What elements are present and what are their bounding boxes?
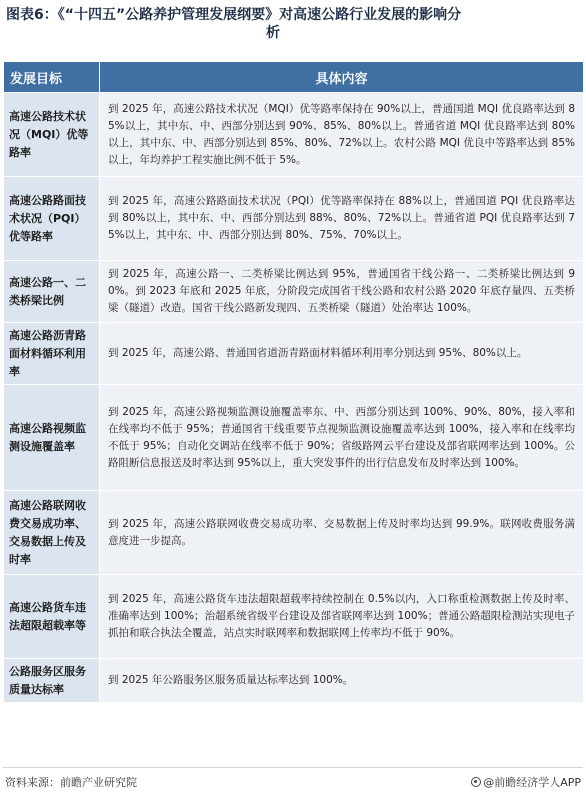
goal-cell: 高速公路联网收费交易成功率、交易数据上传及时率 — [4, 491, 100, 575]
source-note: 资料来源：前瞻产业研究院 — [5, 776, 137, 789]
goal-cell: 高速公路货车违法超限超载率等 — [4, 575, 100, 659]
content-cell: 到 2025 年公路服务区服务质量达标率达到 100%。 — [100, 659, 584, 703]
content-cell: 到 2025 年，高速公路、普通国省道沥青路面材料循环利用率分别达到 95%、80%以上。 — [100, 323, 584, 385]
header-content: 具体内容 — [100, 62, 584, 93]
table-header-row — [4, 62, 584, 93]
figure-title-line2: 析 — [266, 25, 280, 41]
header-goal: 发展目标 — [4, 62, 100, 93]
table-row — [4, 93, 584, 177]
brand-attribution — [471, 774, 581, 790]
content-cell: 到 2025 年，高速公路视频监测设施覆盖率东、中、西部分别达到 100%、90%、80%，接入率和在线率均不低于 95%；普通国省干线重要节点视频监测设施覆盖率达到 100%，接入率和在线率均不低于 95%；自动化交调站在线率不低于 90%；省级路网云平台建设及部省联网率达到 100%。公路阻断信息报送及时率达到 95%以上，重大突发事件的出行信息发布及时率达到 100%。 — [100, 385, 584, 491]
content-cell: 到 2025 年，高速公路路面技术状况（PQI）优等路率保持在 88%以上，普通国道 PQI 优良路率达到 80%以上，其中东、中、西部分别达到 88%、80%、72%以上。普通省道 PQI 优良路率达到 75%以上，其中东、中、西部分别达到 80%、75%、70%以上。 — [100, 177, 584, 261]
table-row — [4, 575, 584, 659]
footer — [3, 767, 583, 796]
figure-title — [6, 6, 580, 42]
figure-title-line1: 图表6：《“十四五”公路养护管理发展纲要》对高速公路行业发展的影响分 — [6, 7, 462, 23]
table-row — [4, 323, 584, 385]
goal-cell: 高速公路路面技术状况（PQI）优等路率 — [4, 177, 100, 261]
goals-table — [3, 61, 584, 703]
content-cell: 到 2025 年，高速公路一、二类桥梁比例达到 95%，普通国省干线公路一、二类桥梁比例达到 90%。到 2023 年底和 2025 年底，分阶段完成国省干线公路和农村公路 2020 年底存量四、五类桥梁（隧道）改造。国省干线公路新发现四、五类桥梁（隧道）处治率达 100%。 — [100, 261, 584, 323]
content-cell: 到 2025 年，高速公路技术状况（MQI）优等路率保持在 90%以上，普通国道 MQI 优良路率达到 85%以上，其中东、中、西部分别达到 90%、85%、80%以上。普通省道 MQI 优良路率达到 80%以上，其中东、中、西部分别达到 85%、80%、72%以上。农村公路 MQI 优良中等路率达到 85%以上，年均养护工程实施比例不低于 5%。 — [100, 93, 584, 177]
table-row — [4, 261, 584, 323]
circle-logo-icon — [471, 777, 481, 787]
content-cell: 到 2025 年，高速公路联网收费交易成功率、交易数据上传及时率均达到 99.9%。联网收费服务满意度进一步提高。 — [100, 491, 584, 575]
content-cell: 到 2025 年，高速公路货车违法超限超载率持续控制在 0.5%以内，入口称重检测数据上传及时率、准确率达到 100%；治超系统省级平台建设及部省联网率达到 100%；普通公路超限检测站实现电子抓拍和联合执法全覆盖，站点实时联网率和数据联网上传率均不低于 90%。 — [100, 575, 584, 659]
table-row — [4, 659, 584, 703]
goal-cell: 高速公路沥青路面材料循环利用率 — [4, 323, 100, 385]
table-row — [4, 491, 584, 575]
goal-cell: 公路服务区服务质量达标率 — [4, 659, 100, 703]
goal-cell: 高速公路视频监测设施覆盖率 — [4, 385, 100, 491]
table-row — [4, 385, 584, 491]
goal-cell: 高速公路技术状况（MQI）优等路率 — [4, 93, 100, 177]
table-row — [4, 177, 584, 261]
brand-text: @前瞻经济学人APP — [483, 776, 581, 789]
goal-cell: 高速公路一、二类桥梁比例 — [4, 261, 100, 323]
